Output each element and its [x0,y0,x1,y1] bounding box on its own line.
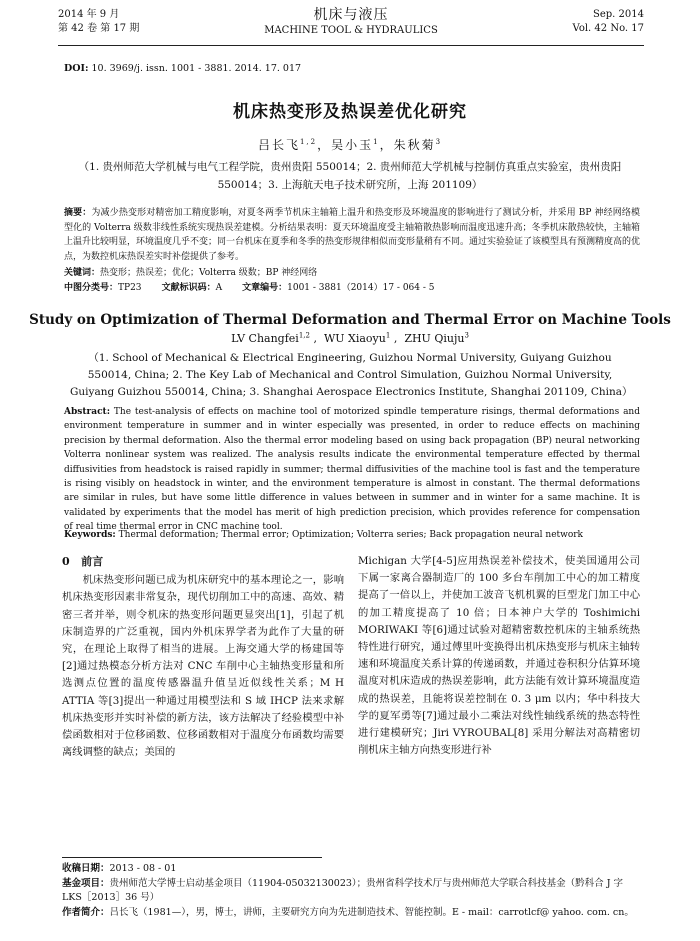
fund-value: 贵州师范大学博士启动基金项目（11904-05032130023）；贵州省科学技术厅与贵州师范大学联合科技基金（黔科合 J 字 LKS［2013］36 号） [62,878,624,903]
body-column-left [62,553,344,761]
doc-code-value: A [215,283,223,293]
abstract-cn-text: 为减少热变形对精密加工精度影响，对夏冬两季节机床主轴箱上温升和热变形及环境温度的影响进行了测试分析，并采用 BP 神经网络模型化的 Volterra 级数非线性系统实现热误差建模。分析结果表明：夏天环境温度受主轴箱散热影响而温度迅速升高；冬季机床散热较快，主轴箱上温升比较明显，环境温度几乎不变；同一台机床在夏季和冬季的热变形规律相似而变形量稍有不同。通过实验验证了该模型具有预测精度高的优点，为数控机床热误差实时补偿提供了参考。 [64,208,641,262]
journal-name-en: MACHINE TOOL & HYDRAULICS [264,25,438,36]
abstract-en [64,405,640,535]
paper-title-en: Study on Optimization of Thermal Deformation and Thermal Error on Machine Tools [29,312,671,328]
affiliations-cn: （1. 贵州师范大学机械与电气工程学院，贵州贵阳 550014；2. 贵州师范大学机械与控制仿真重点实验室，贵州贵阳 550014；3. 上海航天电子技术研究所，上海 201109） [78,161,622,191]
paper-title-cn: 机床热变形及热误差优化研究 [233,102,467,122]
volume-en: Vol. 42 No. 17 [572,23,644,34]
keywords-en [64,528,640,543]
keywords-cn-text: 热变形；热误差；优化；Volterra 级数；BP 神经网络 [100,268,318,278]
clc-label: 中图分类号： [64,283,119,293]
article-no-value: 1001 - 3881（2014）17 - 064 - 5 [287,283,435,293]
journal-name-cn: 机床与液压 [313,7,389,23]
abstract-cn [64,206,640,264]
abstract-en-text: The test-analysis of effects on machine tool of motorized spindle temperature risings, thermal deformations and environment temperature in summer and in winter especially was presented, in order to reduce effects on machining precision by thermal deformation. Also the thermal error modeling based on using back propagation (BP) neural networking Volterra nonlinear system was realized. The analysis results indicate the environmental temperature effected by thermal diffusivities from headstock is raised rapidly in summer; thermal diffusivities of the machine tool is fast and the temperature is rising visibly on headstock in winter, and the environment temperature is almost in constant. The thermal deformations are similar in rules, but have some little difference in values between in summer and in winter for a same machine. It is validated by experiments that the model has merit of high prediction precision, which provides reference for compensation of real time thermal error in CNC machine tool. [64,407,640,533]
abstract-cn-label: 摘要： [64,208,92,218]
keywords-en-text: Thermal deformation; Thermal error; Optimization; Volterra series; Back propagation neural network [118,530,584,540]
received-label: 收稿日期： [62,863,110,874]
body-column-right [358,553,640,759]
footnote-rule [62,857,322,858]
authors-en: LV Changfei$^{1,2}$ , WU Xiaoyu$^1$ , ZHU Qiuju$^3$ [231,331,469,345]
section-title: 前言 [81,555,104,568]
section-number: 0 [62,555,70,568]
header-rule [58,45,644,46]
affiliations-en: （1. School of Mechanical & Electrical Engineering, Guizhou Normal University, Guiyang Guizhou 550014, China; 2. The Key Lab of Mechanical and Control Simulation, Guizhou Normal University, Guiyang Guizhou 550014, China; 3. Shanghai Aerospace Electronics Institute, Shanghai 201109, China） [70,352,633,398]
doc-code-label: 文献标识码： [161,283,216,293]
article-no-label: 文章编号： [242,283,288,293]
doi-line [64,63,301,74]
header-right [573,8,644,36]
section-heading [62,553,344,570]
doi-value: 10. 3969/j. issn. 1001 - 3881. 2014. 17. 017 [91,63,302,74]
doi-label: DOI: [64,63,89,74]
abstract-en-label: Abstract: [64,407,111,417]
author-bio-value: 吕长飞（1981—），男，博士，讲师，主要研究方向为先进制造技术、智能控制。E - mail：carrotlcf@ yahoo. com. cn。 [109,907,634,918]
issue-date-cn: 2014 年 9 月 [58,9,120,20]
body-paragraph-left: 机床热变形问题已成为机床研究中的基本理论之一，影响机床热变形因素非常复杂，现代切削加工中的高速、高效、精密三者并举，则令机床的热变形问题更显突出[1]，引起了机床制造界的广泛重视，国内外机床界学者为此作了大量的研究，在理论上取得了相当的进展。上海交通大学的杨建国等[2]通过热模态分析方法对 CNC 车削中心主轴热变形量和所选测点位置的温度传感器温升值呈近似线性关系；M H ATTIA 等[3]提出一种通过用模型法和 S 域 IHCP 法来求解机床热变形并实时补偿的新方法，该方法解决了经验模型中补偿函数相对于位移函数、位移函数相对于温度分布函数均需要离线调整的缺点；美国的 [62,574,344,759]
header-center [58,6,644,38]
author-bio [62,906,640,920]
classification-line [64,281,640,296]
keywords-en-label: Keywords: [64,530,116,540]
volume-cn: 第 42 卷 第 17 期 [58,23,140,34]
body-paragraph-right: Michigan 大学[4-5]应用热误差补偿技术，使美国通用公司下属一家离合器制造厂的 100 多台车削加工中心的加工精度提高了一倍以上，并使加工波音飞机机翼的巨型龙门加工中心的加工精度提高了 10 倍；日本神户大学的 Toshimichi MORIWAKI 等[6]通过试验对超精密数控机床的主轴系统热特性进行研究，通过傅里叶变换得出机床热变形与机床主轴转速和环境温度关系计算的传递函数，并通过卷积积分估算环境温度对机床造成的热误差影响，此方法能有效计算环境温度造成的热误差，且能将误差控制在 0. 3 μm 以内；华中科技大学的夏军勇等[7]通过最小二乘法对线性轴线系统的热态特性进行建模研究；Jiri VYROUBAL[8] 采用分解法对高精密切削机床主轴方向热变形进行补 [358,555,640,757]
fund-label: 基金项目： [62,878,110,889]
received-value: 2013 - 08 - 01 [109,863,177,874]
authors-cn: 吕长飞$^{1,2}$，吴小玉$^1$，朱秋菊$^3$ [257,138,443,152]
author-bio-label: 作者简介： [62,907,110,918]
received-date [62,862,640,876]
keywords-cn-label: 关键词： [64,268,101,278]
keywords-cn [64,266,640,281]
page-header [58,6,644,66]
issue-date-en: Sep. 2014 [593,9,644,20]
fund-info [62,877,640,905]
clc-value: TP23 [118,283,142,293]
